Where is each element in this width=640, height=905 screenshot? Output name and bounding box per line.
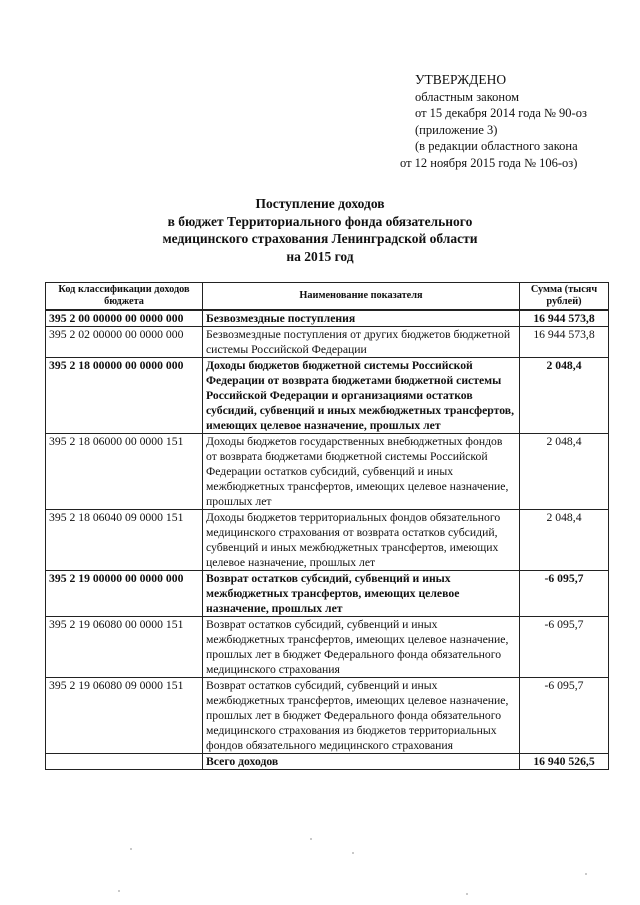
cell-code: 395 2 19 06080 00 0000 151 — [46, 617, 203, 678]
cell-name: Безвозмездные поступления от других бюджетов бюджетной системы Российской Федерации — [203, 327, 520, 358]
column-header-name: Наименование показателя — [203, 283, 520, 311]
table-row — [46, 678, 609, 754]
cell-name: Всего доходов — [203, 754, 520, 770]
cell-sum: 16 944 573,8 — [520, 310, 609, 327]
cell-code: 395 2 18 06040 09 0000 151 — [46, 510, 203, 571]
cell-name: Возврат остатков субсидий, субвенций и иных межбюджетных трансфертов, имеющих целевое назначение, прошлых лет в бюджет Федерального фонда обязательного медицинского страхования из бюджетов территориальных фондов обязательного медицинского страхования — [203, 678, 520, 754]
cell-sum: 2 048,4 — [520, 358, 609, 434]
table-row — [46, 310, 609, 327]
table-header-row — [46, 283, 609, 311]
table-row — [46, 327, 609, 358]
approval-line: (в редакции областного закона — [415, 139, 578, 153]
title-line: на 2015 год — [286, 248, 354, 264]
table-row — [46, 434, 609, 510]
cell-code: 395 2 19 00000 00 0000 000 — [46, 571, 203, 617]
table-body — [46, 310, 609, 770]
cell-code: 395 2 18 00000 00 0000 000 — [46, 358, 203, 434]
cell-code — [46, 754, 203, 770]
approval-amendment-line: от 12 ноября 2015 года № 106-оз) — [400, 155, 578, 170]
approval-line: (приложение 3) — [415, 122, 498, 137]
approval-title: УТВЕРЖДЕНО — [415, 72, 507, 87]
cell-sum: -6 095,7 — [520, 617, 609, 678]
cell-code: 395 2 02 00000 00 0000 000 — [46, 327, 203, 358]
column-header-sum: Сумма (тысяч рублей) — [520, 283, 609, 311]
cell-sum: -6 095,7 — [520, 678, 609, 754]
cell-code: 395 2 00 00000 00 0000 000 — [46, 310, 203, 327]
cell-sum: 16 940 526,5 — [520, 754, 609, 770]
approval-line: от 15 декабря 2014 года № 90-оз — [415, 106, 587, 120]
cell-sum: 2 048,4 — [520, 510, 609, 571]
cell-name: Доходы бюджетов территориальных фондов обязательного медицинского страхования от возврата остатков субсидий, субвенций и иных межбюджетных трансфертов, имеющих целевое назначение, прошлых лет — [203, 510, 520, 571]
table-row — [46, 358, 609, 434]
table-row — [46, 571, 609, 617]
document-title — [0, 195, 640, 265]
revenue-table — [45, 282, 609, 770]
cell-name: Доходы бюджетов государственных внебюджетных фондов от возврата бюджетами бюджетной системы Российской Федерации остатков субсидий, субвенций и иных межбюджетных трансфертов, имеющих целевое назначение, прошлых лет — [203, 434, 520, 510]
table-row — [46, 617, 609, 678]
cell-sum: -6 095,7 — [520, 571, 609, 617]
table-row — [46, 510, 609, 571]
title-line: медицинского страхования Ленинградской области — [162, 231, 478, 246]
cell-name: Возврат остатков субсидий, субвенций и иных межбюджетных трансфертов, имеющих целевое назначение, прошлых лет — [203, 571, 520, 617]
cell-name: Доходы бюджетов бюджетной системы Российской Федерации от возврата бюджетами бюджетной системы Российской Федерации и организациями остатков субсидий, субвенций и иных межбюджетных трансфертов, имеющих целевое назначение, прошлых лет — [203, 358, 520, 434]
title-line: в бюджет Территориального фонда обязательного — [167, 213, 473, 229]
cell-name: Возврат остатков субсидий, субвенций и иных межбюджетных трансфертов, имеющих целевое назначение, прошлых лет в бюджет Федерального фонда обязательного медицинского страхования — [203, 617, 520, 678]
column-header-code: Код классификации доходов бюджета — [46, 283, 203, 311]
title-line: Поступление доходов — [255, 196, 385, 211]
cell-code: 395 2 18 06000 00 0000 151 — [46, 434, 203, 510]
cell-sum: 16 944 573,8 — [520, 327, 609, 358]
cell-sum: 2 048,4 — [520, 434, 609, 510]
cell-name: Безвозмездные поступления — [203, 310, 520, 327]
cell-code: 395 2 19 06080 09 0000 151 — [46, 678, 203, 754]
approval-line: областным законом — [415, 89, 520, 104]
approval-stamp — [400, 72, 630, 171]
table-row — [46, 754, 609, 770]
